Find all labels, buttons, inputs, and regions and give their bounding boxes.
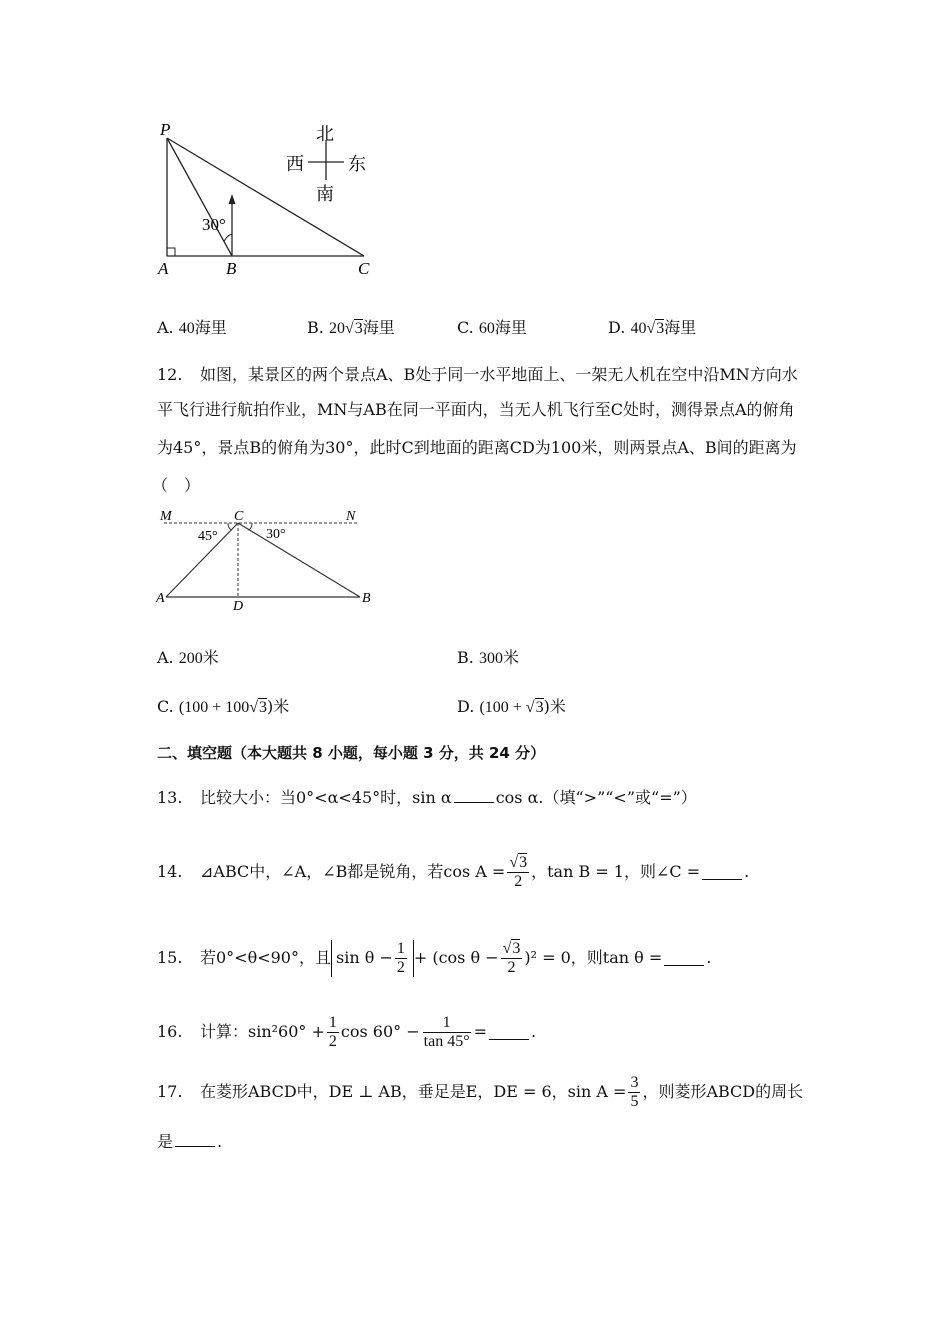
option-label: A. bbox=[157, 648, 174, 667]
label-angle-30: 30° bbox=[266, 527, 286, 542]
label-n: N bbox=[346, 509, 356, 524]
answer-blank[interactable] bbox=[664, 951, 704, 966]
option-text: 300米 bbox=[478, 650, 519, 667]
answer-blank[interactable] bbox=[702, 865, 742, 880]
q13-pre: 比较大小：当0°<α<45°时，sin α bbox=[200, 788, 452, 807]
option-unit: 海里 bbox=[362, 318, 395, 337]
label-m: M bbox=[160, 509, 172, 524]
option-unit: 海里 bbox=[494, 318, 527, 337]
label-a: A bbox=[158, 259, 169, 278]
q11-option-c bbox=[457, 315, 527, 338]
label-b: B bbox=[362, 591, 371, 606]
q12-option-c bbox=[157, 694, 289, 717]
section-2-title: 二、填空题（本大题共 8 小题，每小题 3 分，共 24 分） bbox=[157, 744, 546, 762]
fraction: $\frac{1}{\tan 45^\circ}$ bbox=[423, 1013, 470, 1050]
abs-pre: sin θ − bbox=[336, 948, 393, 967]
figure-12 bbox=[150, 505, 385, 617]
q16-body bbox=[200, 1006, 536, 1058]
option-pre: (100 + bbox=[479, 699, 526, 716]
line-cb bbox=[238, 523, 360, 597]
sqrt: √3 bbox=[646, 320, 665, 337]
q15-number: 15. bbox=[157, 948, 183, 967]
q12-line-3: 为45°，景点B的俯角为30°，此时C到地面的距离CD为100米，则两景点A、B间的距离为 bbox=[157, 438, 797, 457]
q15-pre: 若0°<θ<90°，且 bbox=[200, 948, 331, 967]
q12-number: 12. bbox=[157, 365, 183, 384]
option-label: C. bbox=[157, 697, 174, 716]
q16-pre: 计算：sin²60° + bbox=[200, 1022, 325, 1041]
q14-post: . bbox=[744, 862, 750, 881]
answer-blank[interactable] bbox=[454, 788, 494, 803]
q15-mid: + (cos θ − bbox=[413, 948, 499, 967]
option-unit: 海里 bbox=[664, 318, 697, 337]
q12-option-a bbox=[157, 645, 219, 668]
q11-option-b bbox=[307, 315, 395, 338]
option-value: 40 bbox=[178, 320, 195, 337]
q12-line-1: 如图，某景区的两个景点A、B处于同一水平地面上、一架无人机在空中沿MN方向水 bbox=[200, 365, 798, 384]
answer-blank[interactable] bbox=[489, 1025, 529, 1040]
q17-line-2 bbox=[157, 1132, 222, 1152]
absolute-value bbox=[331, 940, 414, 977]
label-a: A bbox=[156, 591, 165, 606]
right-angle-mark bbox=[167, 248, 175, 256]
q17-end: . bbox=[217, 1132, 223, 1151]
option-coef: 20 bbox=[328, 320, 345, 337]
q13-post: .（填“>”“<”或“=”） bbox=[538, 788, 697, 807]
option-pre: (100 + 100 bbox=[178, 699, 250, 716]
north-arrow-head bbox=[229, 194, 236, 204]
option-label: B. bbox=[457, 648, 474, 667]
q12-option-d bbox=[457, 694, 566, 717]
q15-sq: )² = 0，则tan θ = bbox=[524, 948, 663, 967]
q11-option-a bbox=[157, 315, 227, 338]
q13-mid: cos α bbox=[495, 788, 539, 807]
compass-east: 东 bbox=[348, 154, 366, 175]
label-c: C bbox=[234, 509, 244, 524]
q14-pre: ⊿ABC中，∠A，∠B都是锐角，若cos A = bbox=[200, 862, 506, 881]
option-post: )米 bbox=[543, 697, 566, 716]
q17-pre: 在菱形ABCD中，DE ⊥ AB，垂足是E，DE = 6，sin A = bbox=[200, 1082, 627, 1101]
label-angle-45: 45° bbox=[198, 529, 218, 544]
option-label: D. bbox=[457, 697, 475, 716]
label-b: B bbox=[226, 259, 237, 278]
label-d: D bbox=[233, 599, 244, 614]
q12-option-b bbox=[457, 645, 519, 668]
answer-blank[interactable] bbox=[175, 1132, 215, 1147]
q13-number: 13. bbox=[157, 788, 183, 807]
q14-body bbox=[200, 847, 749, 897]
q12-line-4: （ ） bbox=[152, 476, 201, 495]
line-pb bbox=[167, 138, 232, 256]
q14-mid: ，tan B = 1，则∠C = bbox=[531, 862, 701, 881]
line-pc bbox=[167, 138, 364, 256]
fraction: $\frac{3}{5}$ bbox=[630, 1073, 639, 1110]
q14-number: 14. bbox=[157, 862, 183, 881]
label-c: C bbox=[358, 259, 370, 278]
q13-body bbox=[200, 788, 697, 808]
sqrt: √3 bbox=[249, 699, 267, 716]
option-label: A. bbox=[157, 318, 174, 337]
q15-post: . bbox=[706, 948, 712, 967]
compass-north: 北 bbox=[316, 124, 334, 145]
q16-mid: cos 60° − bbox=[340, 1022, 420, 1041]
q16-post: . bbox=[531, 1022, 537, 1041]
label-p: P bbox=[160, 120, 171, 139]
q16-eq: = bbox=[473, 1022, 488, 1041]
option-text: 200米 bbox=[178, 650, 219, 667]
option-label: C. bbox=[457, 318, 474, 337]
fraction: $\frac{1}{2}$ bbox=[396, 939, 405, 976]
fraction: $\frac{√3}{2}$ bbox=[502, 939, 521, 976]
q16-number: 16. bbox=[157, 1022, 183, 1041]
label-angle: 30° bbox=[202, 215, 226, 234]
q17-post: ，则菱形ABCD的周长 bbox=[642, 1082, 804, 1101]
sqrt: √3 bbox=[344, 320, 363, 337]
fraction: $\frac{√3}{2}$ bbox=[509, 853, 528, 890]
fraction: $\frac{1}{2}$ bbox=[328, 1013, 337, 1050]
compass-west: 西 bbox=[286, 154, 304, 175]
option-post: )米 bbox=[267, 697, 290, 716]
compass-south: 南 bbox=[316, 184, 334, 205]
sqrt: √3 bbox=[525, 699, 544, 716]
option-unit: 海里 bbox=[194, 318, 227, 337]
option-coef: 40 bbox=[630, 320, 647, 337]
angle-arc bbox=[224, 234, 232, 242]
q11-option-d bbox=[608, 315, 696, 338]
q12-line-2: 平飞行进行航拍作业，MN与AB在同一平面内，当无人机飞行至C处时，测得景点A的俯角 bbox=[157, 400, 795, 419]
q17-line2-text: 是 bbox=[157, 1132, 174, 1151]
option-label: D. bbox=[608, 318, 626, 337]
figure-11 bbox=[150, 118, 390, 283]
q17-number: 17. bbox=[157, 1082, 183, 1101]
q15-body bbox=[200, 932, 711, 984]
option-value: 60 bbox=[478, 320, 495, 337]
option-label: B. bbox=[307, 318, 324, 337]
q17-body bbox=[200, 1066, 803, 1118]
